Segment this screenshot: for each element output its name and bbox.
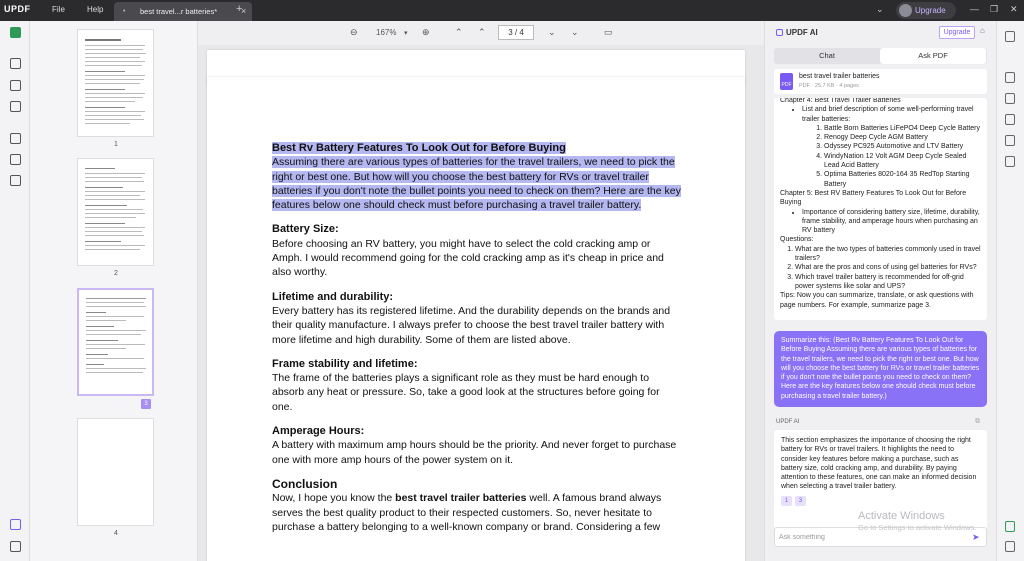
new-tab-icon[interactable]: +: [236, 3, 243, 15]
outline-bullet: • List and brief description of some well-performing travel trailer batteries:: [802, 105, 981, 124]
thumbnail-page-2[interactable]: [77, 158, 154, 266]
outline-question: 2. What are the pros and cons of using gel batteries for RVs?: [795, 263, 981, 272]
pdf-page: [207, 77, 745, 561]
crop-icon[interactable]: [10, 154, 21, 165]
comment-icon[interactable]: [10, 58, 21, 69]
tab-title: best travel...r batteries*: [140, 7, 218, 16]
section-heading: Amperage Hours:: [272, 425, 365, 438]
close-window-icon[interactable]: ✕: [1010, 4, 1018, 14]
section-heading: Lifetime and durability:: [272, 290, 394, 303]
outline-battery: 4. WindyNation 12 Volt AGM Deep Cycle Sealed Lead Acid Battery: [824, 152, 981, 171]
page-references: [781, 496, 809, 506]
section-heading: Battery Size:: [272, 223, 339, 236]
gear-icon[interactable]: [1005, 31, 1015, 42]
ai-tabs: [774, 48, 987, 64]
tab-chat[interactable]: Chat: [819, 51, 835, 60]
outline-bullet: • Importance of considering battery size, lifetime, durability, frame stability, and amperage hours when purchasing an RV battery: [802, 208, 981, 236]
outline-battery: 3. Odyssey PC925 Automotive and LTV Battery: [824, 142, 981, 151]
thumbnail-label: 4: [114, 530, 118, 537]
outline-battery: 5. Optima Batteries 8020-164 35 RedTop Starting Battery: [824, 170, 981, 189]
zoom-in-icon[interactable]: ⊕: [422, 27, 430, 37]
page-content: [272, 141, 682, 534]
organize-pages-icon[interactable]: [10, 133, 21, 144]
ai-outline-message: [774, 98, 987, 320]
layers-icon[interactable]: [10, 519, 21, 530]
zoom-dropdown-icon[interactable]: ▾: [404, 30, 408, 37]
menu-file[interactable]: File: [52, 5, 65, 14]
viewer-toolbar: [198, 21, 764, 45]
windows-watermark: Activate Windows: [858, 510, 945, 522]
file-name: best travel trailer batteries: [799, 73, 880, 80]
user-prompt-bubble: Summarize this: (Best Rv Battery Features To Look Out for Before Buying Assuming there are various types of batteries for the travel trailers, we need to pick the right or best one. But how will you choose the best battery for RVs or travel trailer batteries if you don't note the bullet points you need to check on them? Here are the key features below one should check must before purchasing a travel trailer battery.): [774, 331, 987, 407]
form-icon[interactable]: [10, 101, 21, 112]
windows-watermark-sub: Go to Settings to activate Windows.: [858, 523, 977, 532]
section-heading: Frame stability and lifetime:: [272, 357, 418, 370]
ai-panel: [764, 21, 996, 561]
next-page-icon[interactable]: ⌄: [548, 27, 556, 37]
lock-icon[interactable]: ⌂: [980, 26, 985, 35]
section-text: Every battery has its registered lifetime. And the durability depends on the brands and their quality manufacture. I always prefer to choose the best travel trailer battery with more lifetime and high durability. Some of them are listed above.: [272, 304, 671, 346]
outline-questions-label: Questions:: [780, 236, 814, 244]
outline-question: 3. Which travel trailer battery is recommended for off-grid power systems like solar and UPS?: [795, 273, 981, 292]
page-ref-button[interactable]: 1: [781, 496, 792, 506]
thumbnail-page-4[interactable]: [77, 418, 154, 526]
ask-input[interactable]: [779, 531, 964, 544]
minimize-icon[interactable]: —: [970, 4, 979, 14]
conclusion-heading: Conclusion: [272, 476, 338, 491]
right-toolbar: [996, 21, 1024, 561]
page-ref-button[interactable]: 3: [795, 496, 806, 506]
copy-icon[interactable]: ⧉: [975, 418, 980, 425]
tab-ask-pdf[interactable]: Ask PDF: [880, 48, 986, 64]
document-viewer: [198, 21, 764, 561]
ai-title: UPDF AI: [776, 28, 818, 37]
section-text: A battery with maximum amp hours should be the priority. And never forget to purchase one with more amp hours of the power system on it.: [272, 439, 677, 466]
thumbnail-label: 2: [114, 270, 118, 277]
email-icon[interactable]: [1005, 156, 1015, 167]
ai-response-label: UPDF AI: [776, 419, 800, 425]
section-text: Assuming there are various types of batteries for the travel trailers, we need to pick the right or best one. But how will you choose the best battery for RVs or travel trailer batteries if you don't note the bullet points you need to check on them? Here are the key features below one should check must before purchasing a travel trailer battery.: [272, 156, 681, 212]
ai-response-text: This section emphasizes the importance of choosing the right battery for RVs or travel trailers. It highlights the need to consider key features before making a purchase, such as battery size, cold cracking amp, and durability. By paying attention to these features, one can make an informed decision when selecting a travel trailer battery.: [781, 437, 977, 491]
tab-dot-icon: •: [123, 8, 126, 15]
bookmark-icon[interactable]: [10, 541, 21, 552]
protect-icon[interactable]: [1005, 135, 1015, 146]
left-toolbar: [0, 21, 30, 561]
first-page-icon[interactable]: ⌃: [455, 27, 463, 37]
convert-icon[interactable]: [1005, 72, 1015, 83]
section-text: Before choosing an RV battery, you might have to select the cold cracking amp or Amph. I would recommend going for the cold cracking amp as it's cheap in price and also worthy.: [272, 237, 664, 279]
thumbnail-panel: [30, 21, 198, 561]
section-text: The frame of the batteries plays a significant role as they must be hard enough to absorb any heat or pressure. So, take a good look at the structures before going for one.: [272, 372, 660, 413]
chat-icon[interactable]: [1005, 541, 1015, 552]
restore-icon[interactable]: ❐: [990, 4, 999, 14]
upgrade-label: Upgrade: [915, 6, 946, 15]
page-number-input[interactable]: 3 / 4: [498, 25, 534, 40]
zoom-level[interactable]: 167%: [376, 28, 397, 37]
outline-question: 1. What are the two types of batteries commonly used in travel trailers?: [795, 245, 981, 264]
ocr-icon[interactable]: [1005, 93, 1015, 104]
title-bar: [0, 0, 1024, 21]
ai-assistant-icon[interactable]: [1005, 521, 1015, 532]
send-icon[interactable]: ➤: [972, 532, 980, 542]
outline-ch5-title: Chapter 5: Best RV Battery Features To Look Out for Before Buying: [780, 189, 967, 207]
ai-logo-icon: [776, 29, 783, 36]
ai-upgrade-button[interactable]: Upgrade: [939, 26, 975, 39]
thumbnail-page-1[interactable]: [77, 29, 154, 137]
file-meta: PDF · 25.7 KB · 4 pages: [799, 83, 859, 89]
current-page-badge: 3: [141, 399, 151, 409]
pages-icon[interactable]: [10, 175, 21, 186]
outline-battery: 1. Battle Born Batteries LiFePO4 Deep Cycle Battery: [824, 124, 981, 133]
menu-help[interactable]: Help: [87, 5, 104, 14]
share-icon[interactable]: [1005, 114, 1015, 125]
file-card: [774, 69, 987, 94]
chevron-down-icon[interactable]: ⌄: [876, 4, 884, 14]
reader-mode-icon[interactable]: [10, 27, 21, 38]
avatar: [899, 4, 912, 17]
presentation-icon[interactable]: ▭: [604, 27, 613, 37]
thumbnail-page-3[interactable]: [77, 288, 154, 396]
last-page-icon[interactable]: ⌄: [571, 27, 579, 37]
outline-battery: 2. Renogy Deep Cycle AGM Battery: [824, 133, 981, 142]
app-logo: UPDF: [4, 4, 31, 14]
upgrade-account-button[interactable]: [896, 2, 956, 19]
thumbnail-label: 1: [114, 141, 118, 148]
close-tab-icon[interactable]: ×: [241, 6, 247, 16]
outline-ch4-title: Chapter 4: Best Travel Trailer Batteries: [780, 98, 901, 104]
edit-pdf-icon[interactable]: [10, 80, 21, 91]
conclusion-text: Now, I hope you know the best travel trailer batteries well. A famous brand always serves the best quality product to their respected customers. So, never hesitate to purchase a battery belonging to a well-known company or brand. Considering a few: [272, 492, 662, 533]
outline-tips: Tips: Now you can summarize, translate, or ask questions with page numbers. For example, summarize page 3.: [780, 292, 974, 309]
section-heading: Best Rv Battery Features To Look Out for Before Buying: [272, 142, 566, 154]
document-tab[interactable]: [114, 2, 252, 21]
zoom-out-icon[interactable]: ⊖: [350, 27, 358, 37]
prev-page-icon[interactable]: ⌃: [478, 27, 486, 37]
pdf-file-icon: PDF: [780, 73, 793, 90]
